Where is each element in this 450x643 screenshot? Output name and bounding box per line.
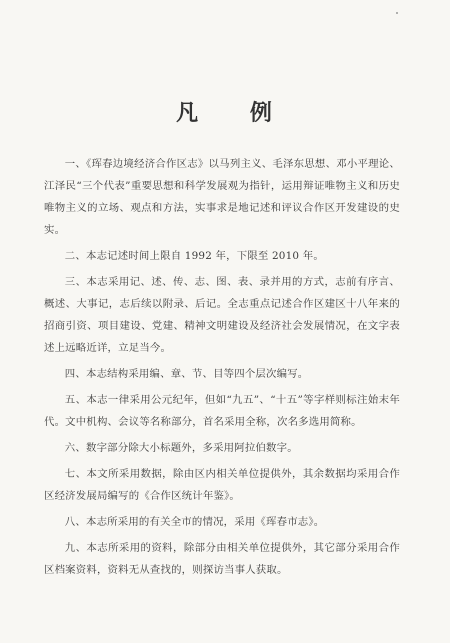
paragraph-4: 四、本志结构采用编、章、节、目等四个层次编写。 — [64, 368, 309, 380]
paragraph-9: 九、本志所采用的资料，除部分由相关单位提供外，其它部分采用合作区档案资料，资料无从查找的，则探访当事人获取。 — [44, 542, 400, 576]
paragraph-2: 二、本志记述时间上限自 1992 年，下限至 2010 年。 — [64, 250, 324, 262]
paragraph-5: 五、本志一律采用公元纪年，但如“九五”、“十五”等字样则标注始末年代。文中机构、会议等名称部分，首名采用全称，次名多选用简称。 — [44, 394, 400, 428]
page-title: 凡 例 — [176, 100, 294, 126]
paragraph-3: 三、本志采用记、述、传、志、图、表、录并用的方式，志前有序言、概述、大事记，志后续以附录、后记。全志重点记述合作区建区十八年来的招商引资、项目建设、党建、精神文明建设及经济社会发展情况，在文字表述上远略近详，立足当今。 — [44, 276, 400, 354]
paragraph-8: 八、本志所采用的有关全市的情况，采用《珲春市志》。 — [64, 516, 325, 528]
scan-speck — [396, 12, 398, 14]
body-text — [44, 153, 400, 585]
paragraph-1: 一、《珲春边境经济合作区志》以马列主义、毛泽东思想、邓小平理论、江泽民“三个代表”重要思想和科学发展观为指针，运用辩证唯物主义和历史唯物主义的立场、观点和方法，实事求是地记述和评议合作区开发建设的史实。 — [44, 158, 400, 236]
paragraph-6: 六、数字部分除大小标题外，多采用阿拉伯数字。 — [64, 442, 298, 454]
paragraph-7: 七、本文所采用数据，除由区内相关单位提供外，其余数据均采用合作区经济发展局编写的《合作区统计年鉴》。 — [44, 468, 400, 502]
